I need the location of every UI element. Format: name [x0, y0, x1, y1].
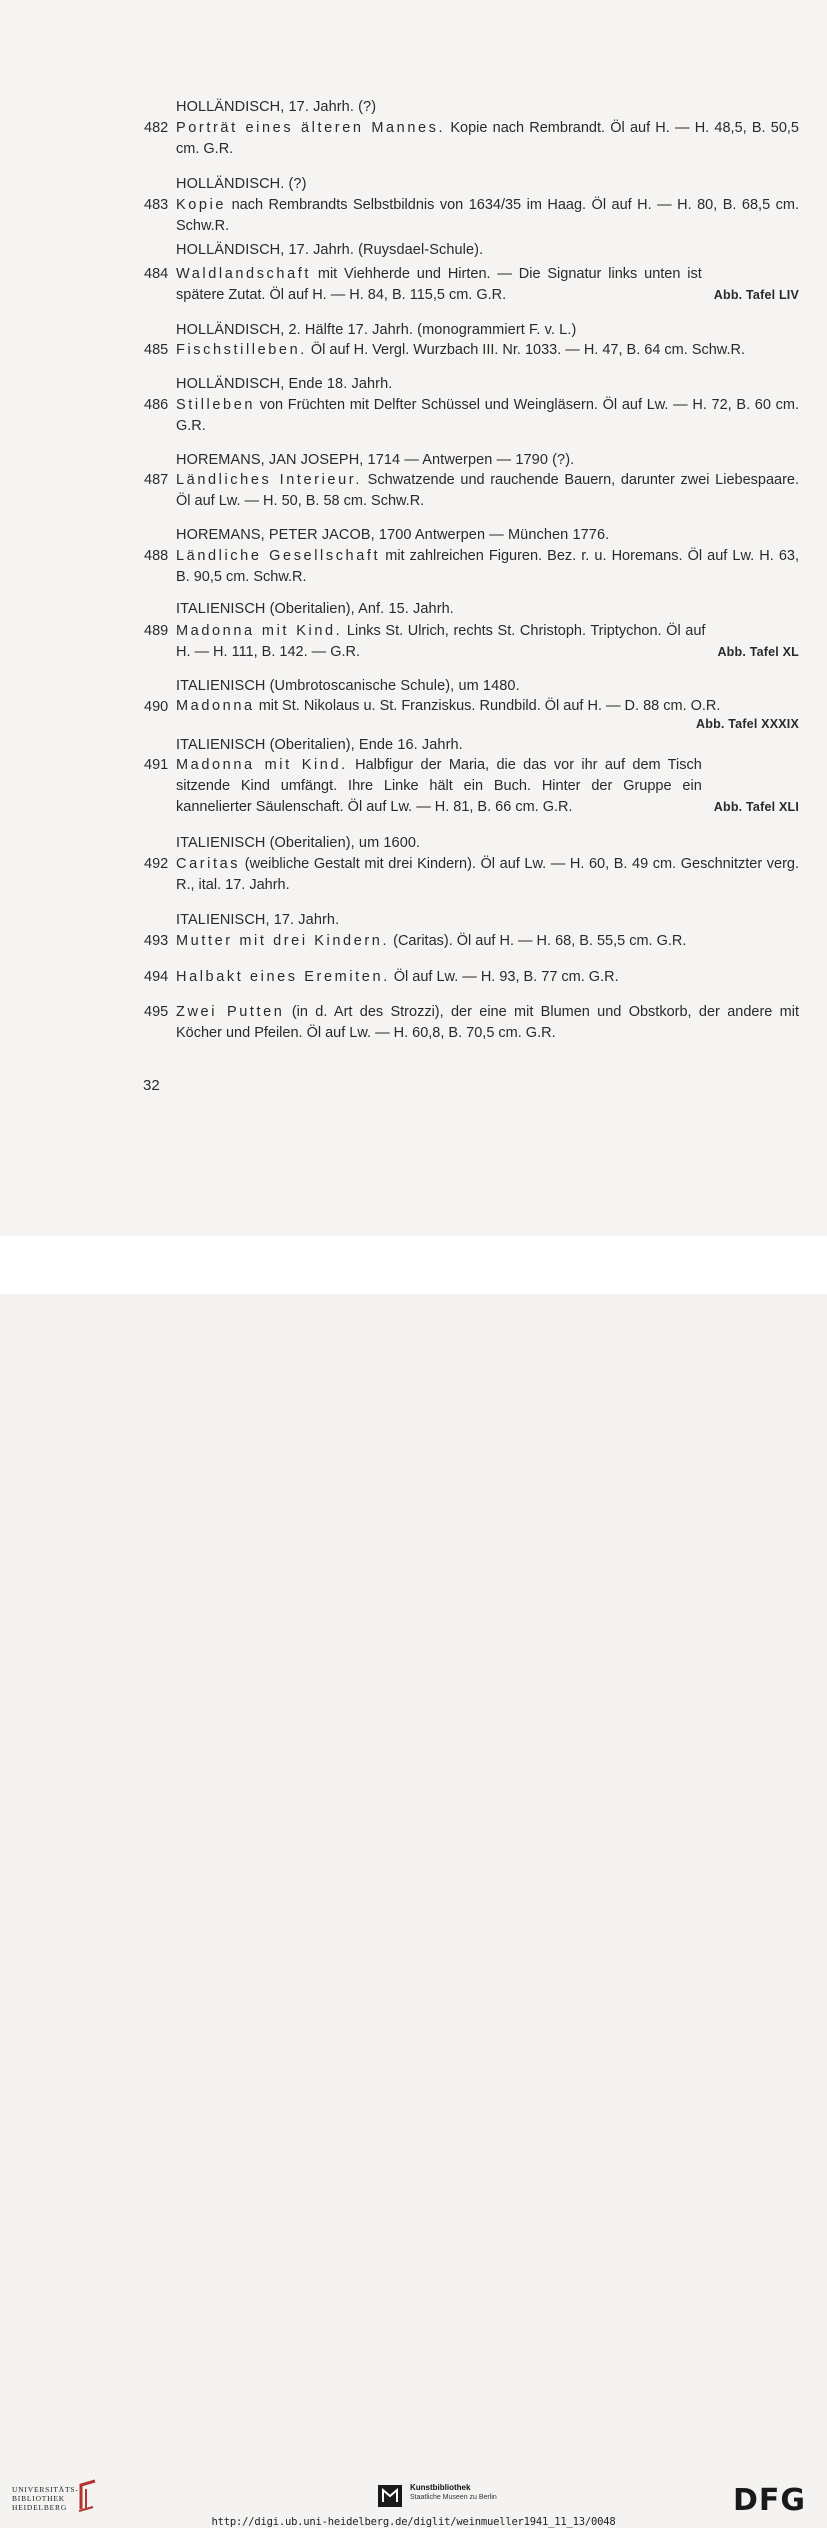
entry-text: mit Viehherde und Hirten. — Die Signatur links unten ist spätere Zutat. Öl auf H. — H. 84, B. 115,5 cm. G.R.	[176, 266, 702, 303]
university-logo-icon	[77, 2479, 99, 2513]
entry-title: Ländliche Gesellschaft	[176, 548, 381, 564]
entry-title: Zwei Putten	[176, 1004, 285, 1020]
dfg-logo: DFG	[733, 2483, 807, 2518]
entry-text: nach Rembrandts Selbstbildnis von 1634/35 im Haag. Öl auf H. — H. 80, B. 68,5 cm. Schw.R.	[176, 197, 799, 234]
entry-description	[176, 967, 799, 988]
entry-title: Ländliches Interieur.	[176, 472, 363, 488]
university-name-line2: BIBLIOTHEK	[12, 2494, 65, 2503]
entry-text: (Caritas). Öl auf H. — H. 68, B. 55,5 cm. G.R.	[389, 933, 687, 949]
entry-number: 491	[144, 757, 169, 773]
entry-title: Kopie	[176, 197, 227, 213]
kunstbibliothek-name: Kunstbibliothek	[410, 2483, 471, 2492]
source-url-link[interactable]: http://digi.ub.uni-heidelberg.de/diglit/weinmueller1941_11_13/0048	[211, 2516, 616, 2528]
entry-number: 492	[144, 856, 169, 872]
entry-heading: HOLLÄNDISCH, 2. Hälfte 17. Jahrh. (monogrammiert F. v. L.)	[176, 322, 577, 338]
entry-description	[176, 697, 799, 733]
entry-text: Öl auf Lw. — H. 93, B. 77 cm. G.R.	[389, 969, 619, 985]
university-name-line3: HEIDELBERG	[12, 2503, 68, 2512]
entry-title: Mutter mit drei Kindern.	[176, 933, 390, 949]
entry-number: 495	[144, 1004, 169, 1020]
entry-heading: HOREMANS, PETER JACOB, 1700 Antwerpen — München 1776.	[176, 527, 610, 543]
entry-description	[176, 470, 799, 512]
entry-number: 488	[144, 548, 169, 564]
entry-description	[176, 755, 799, 818]
entry-title: Madonna mit Kind.	[176, 757, 348, 773]
entry-text: (weibliche Gestalt mit drei Kindern). Öl auf Lw. — H. 60, B. 49 cm. Geschnitzter verg. R., ital. 17. Jahrh.	[176, 856, 799, 893]
entry-text: Links St. Ulrich, rechts St. Christoph. Triptychon. Öl auf H. — H. 111, B. 142. — G.R.	[176, 623, 706, 660]
entry-text: Schwatzende und rauchende Bauern, darunter zwei Liebespaare. Öl auf Lw. — H. 50, B. 58 cm. Schw.R.	[176, 472, 799, 509]
entry-title: Caritas	[176, 856, 241, 872]
entry-title: Halbakt eines Eremiten.	[176, 969, 390, 985]
entry-heading: ITALIENISCH (Oberitalien), Anf. 15. Jahrh.	[176, 601, 454, 617]
entry-title: Stilleben	[176, 397, 256, 413]
entry-text: Halbfigur der Maria, die das vor ihr auf dem Tisch sitzende Kind umfängt. Ihre Linke hält ein Buch. Hinter der Gruppe ein kannelierter Säulenschaft. Öl auf Lw. — H. 81, B. 66 cm. G.R.	[176, 757, 702, 815]
page-number: 32	[143, 1077, 160, 1094]
document-page	[0, 0, 827, 1236]
entry-number: 486	[144, 397, 169, 413]
entry-number: 487	[144, 472, 169, 488]
entry-description	[176, 931, 799, 952]
entry-description	[176, 854, 799, 896]
university-name-line1: UNIVERSITÄTS-	[12, 2485, 79, 2494]
entry-description	[176, 264, 799, 306]
entry-title: Porträt eines älteren Mannes.	[176, 120, 446, 136]
entry-text: Kopie nach Rembrandt. Öl auf H. — H. 48,5, B. 50,5 cm. G.R.	[176, 120, 799, 157]
entry-heading: ITALIENISCH, 17. Jahrh.	[176, 912, 340, 928]
entry-title: Waldlandschaft	[176, 266, 311, 282]
entry-heading: ITALIENISCH (Oberitalien), Ende 16. Jahrh.	[176, 737, 463, 753]
entry-number: 493	[144, 933, 169, 949]
entry-heading: HOLLÄNDISCH, Ende 18. Jahrh.	[176, 376, 393, 392]
entry-heading: HOREMANS, JAN JOSEPH, 1714 — Antwerpen — 1790 (?).	[176, 452, 575, 468]
entry-heading: ITALIENISCH (Oberitalien), um 1600.	[176, 835, 421, 851]
plate-reference: Abb. Tafel LIV	[713, 288, 799, 302]
kunstbibliothek-logo-icon	[378, 2485, 402, 2507]
entry-description	[176, 118, 799, 160]
entry-number: 489	[144, 623, 169, 639]
entry-description	[176, 621, 799, 663]
entry-title: Madonna mit Kind.	[176, 623, 343, 639]
entry-heading: HOLLÄNDISCH, 17. Jahrh. (Ruysdael-Schule).	[176, 242, 484, 258]
entry-description	[176, 546, 799, 588]
plate-reference: Abb. Tafel XL	[717, 645, 799, 659]
entry-number: 484	[144, 266, 169, 282]
footer-bar	[0, 1236, 827, 2528]
entry-number: 482	[144, 120, 169, 136]
entry-number: 494	[144, 969, 169, 985]
entry-title: Madonna	[176, 698, 255, 714]
entry-number: 483	[144, 197, 169, 213]
entry-description	[176, 195, 799, 237]
kunstbibliothek-subtitle: Staatliche Museen zu Berlin	[410, 2494, 497, 2501]
entry-description	[176, 395, 799, 437]
entry-text: mit zahlreichen Figuren. Bez. r. u. Horemans. Öl auf Lw. H. 63, B. 90,5 cm. Schw.R.	[176, 548, 799, 585]
entry-number: 485	[144, 342, 169, 358]
plate-reference: Abb. Tafel XXXIX	[696, 717, 799, 731]
entry-heading: HOLLÄNDISCH, 17. Jahrh. (?)	[176, 99, 377, 115]
entry-heading: HOLLÄNDISCH. (?)	[176, 176, 307, 192]
entry-number: 490	[144, 699, 169, 715]
entry-description	[176, 1002, 799, 1044]
entry-title: Fischstilleben.	[176, 342, 307, 358]
entry-heading: ITALIENISCH (Umbrotoscanische Schule), um 1480.	[176, 678, 520, 694]
entry-text: (in d. Art des Strozzi), der eine mit Blumen und Obstkorb, der andere mit Köcher und Pfeilen. Öl auf Lw. — H. 60,8, B. 70,5 cm. G.R.	[176, 1004, 800, 1041]
entry-description	[176, 340, 799, 361]
plate-reference: Abb. Tafel XLI	[713, 800, 799, 814]
entry-text: Öl auf H. Vergl. Wurzbach III. Nr. 1033. — H. 47, B. 64 cm. Schw.R.	[306, 342, 746, 358]
entry-text: von Früchten mit Delfter Schüssel und Weingläsern. Öl auf Lw. — H. 72, B. 60 cm. G.R.	[176, 397, 799, 434]
entry-text: mit St. Nikolaus u. St. Franziskus. Rundbild. Öl auf H. — D. 88 cm. O.R.	[254, 698, 721, 714]
